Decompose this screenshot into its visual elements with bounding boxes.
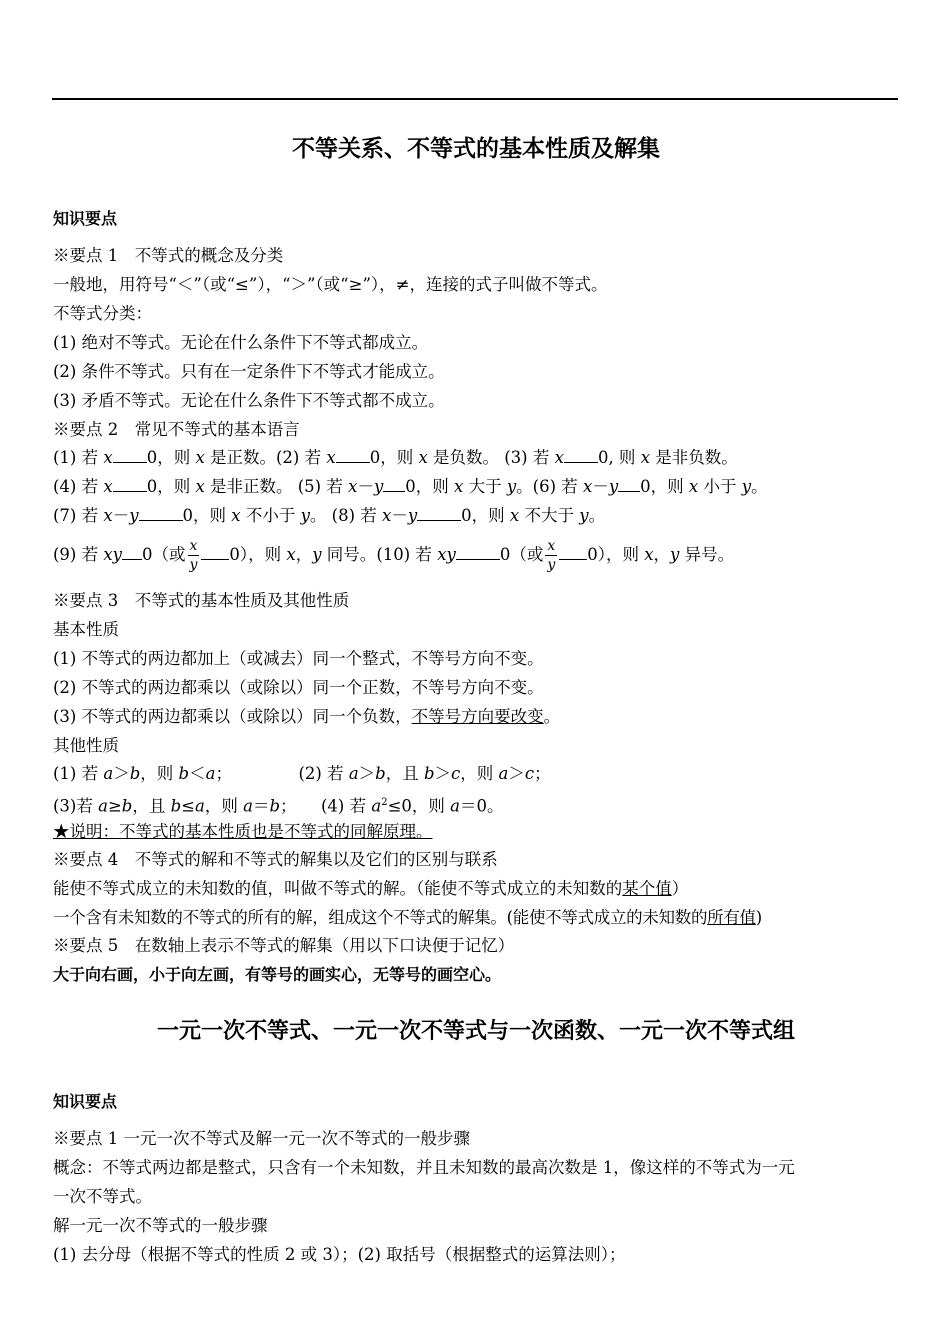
point2-row2: (4) 若 x 0，则 x 是非正数。 (5) 若 x－y 0，则 x 大于 y。(6) 若 x－y 0，则 x 小于 y。 xyxy=(53,477,768,496)
point2-row4: (9) 若 xy 0（或 $\frac{x}{y}$ 0），则 x，y 同号。(10) 若 xy 0（或 $\frac{x}{y}$ 0），则 x，y 异号。 xyxy=(53,538,735,573)
point2-row3: (7) 若 x－y 0，则 x 不小于 y。 (8) 若 x－y 0，则 x 不大于 y。 xyxy=(53,506,606,525)
point3-other-title: 其他性质 xyxy=(53,736,119,755)
point2-row1: (1) 若 x 0，则 x 是正数。(2) 若 x 0，则 x 是负数。 (3) 若 x 0, 则 x 是非负数。 xyxy=(53,448,738,467)
point3-basic-3: (3) 不等式的两边都乘以（或除以）同一个负数，不等号方向要改变。 xyxy=(53,707,561,726)
point1-definition: 一般地，用符号“＜”（或“≤”），“＞”（或“≥”），≠，连接的式子叫做不等式。 xyxy=(53,275,608,294)
section-heading-knowledge-1: 知识要点 xyxy=(53,209,118,228)
point2-heading: ※要点 2 常见不等式的基本语言 xyxy=(53,420,300,439)
point3-other-row1: (1) 若 a＞b，则 b＜a； (2) 若 a＞b，且 b＞c，则 a＞c； xyxy=(53,764,551,783)
title-linear-inequality: 一元一次不等式、一元一次不等式与一次函数、一元一次不等式组 xyxy=(156,1019,795,1044)
point4-solution: 能使不等式成立的未知数的值，叫做不等式的解。（能使不等式成立的未知数的某个值） xyxy=(53,879,689,898)
part2-point1-steps: (1) 去分母（根据不等式的性质 2 或 3）；(2) 取括号（根据整式的运算法则）； xyxy=(53,1245,626,1264)
point4-solution-set: 一个含有未知数的不等式的所有的解，组成这个不等式的解集。(能使不等式成立的未知数的所有值) xyxy=(53,908,762,927)
point1-absolute: (1) 绝对不等式。无论在什么条件下不等式都成立。 xyxy=(53,333,429,352)
point1-conditional: (2) 条件不等式。只有在一定条件下不等式才能成立。 xyxy=(53,362,445,381)
point5-heading: ※要点 5 在数轴上表示不等式的解集（用以下口诀便于记忆） xyxy=(53,936,515,955)
point1-classification: 不等式分类： xyxy=(53,304,152,323)
point1-heading: ※要点 1 不等式的概念及分类 xyxy=(53,246,284,265)
fraction-x-over-y: $\frac{x}{y}$ xyxy=(189,538,198,573)
part2-point1-concept: 概念：不等式两边都是整式，只含有一个未知数，并且未知数的最高次数是 1，像这样的不等式为一元 xyxy=(53,1158,795,1177)
top-rule xyxy=(52,98,898,100)
point3-note: ★说明：不等式的基本性质也是不等式的同解原理。 xyxy=(53,822,433,841)
point3-basic-1: (1) 不等式的两边都加上（或减去）同一个整式，不等号方向不变。 xyxy=(53,649,544,668)
title-inequality-basics: 不等关系、不等式的基本性质及解集 xyxy=(292,136,660,162)
point5-rhyme: 大于向右画，小于向左画，有等号的画实心，无等号的画空心。 xyxy=(53,965,502,984)
point3-other-row2: (3)若 a≥b，且 b≤a，则 a＝b； (4) 若 $a^2\le 0$，则 a＝0。 xyxy=(53,796,504,816)
part2-point1-steps-title: 解一元一次不等式的一般步骤 xyxy=(53,1216,268,1235)
section-heading-knowledge-2: 知识要点 xyxy=(53,1092,118,1111)
part2-point1-heading: ※要点 1 一元一次不等式及解一元一次不等式的一般步骤 xyxy=(53,1129,470,1148)
part2-point1-concept-cont: 一次不等式。 xyxy=(53,1187,152,1206)
fraction-x-over-y-2: $\frac{x}{y}$ xyxy=(547,538,556,573)
point3-basic-2: (2) 不等式的两边都乘以（或除以）同一个正数，不等号方向不变。 xyxy=(53,678,544,697)
point3-heading: ※要点 3 不等式的基本性质及其他性质 xyxy=(53,591,350,610)
point3-basic-title: 基本性质 xyxy=(53,620,119,639)
point1-contradictory: (3) 矛盾不等式。无论在什么条件下不等式都不成立。 xyxy=(53,391,445,410)
point4-heading: ※要点 4 不等式的解和不等式的解集以及它们的区别与联系 xyxy=(53,850,498,869)
